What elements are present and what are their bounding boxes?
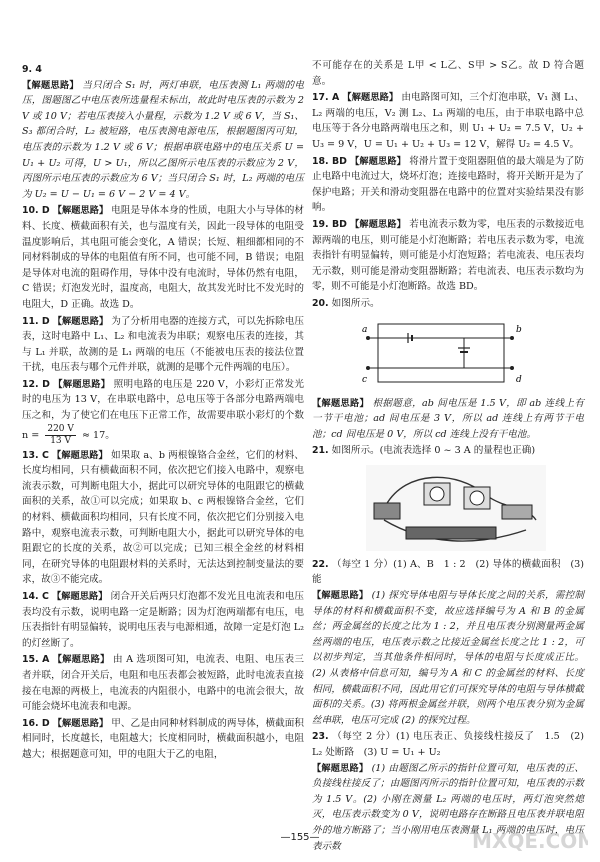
answer-text: 如图所示。(电流表选择 0 ~ 3 A 的量程也正确) — [331, 445, 536, 457]
answer-number: 16. D — [22, 717, 50, 729]
solution-text: 将滑片置于变阻器阻值的最大端是为了防止电路中电流过大，烧坏灯泡；连接电路时，将开关断开是为了保护电路；开关和滑动变阻器在电路中的位置对实验结果没有影响。 — [312, 155, 584, 214]
solution-text: 由 A 选项图可知，电流表、电阻、电压表三者并联，闭合开关后，电阻和电压表都会被短路，此时电流表直接接在电源的两极上，电流表的内阻很小，电路中的电流会很大，故可能会烧坏电流表和电源。 — [22, 654, 305, 713]
fraction — [45, 424, 76, 447]
answer-20 — [312, 296, 584, 442]
solution-tag: 【解题思路】 — [350, 218, 406, 230]
watermark-logo — [468, 810, 588, 856]
solution-tag: 【解题思路】 — [52, 717, 109, 729]
answer-10 — [22, 203, 304, 312]
solution-text: 根据题意，ab 间电压是 1.5 V，即 ab 连线上有一节干电池；ad 间电压是 3 V，所以 ad 连线上有两节干电池；cd 间电压是 0 V，所以 cd 连线上没有干电池。 — [312, 397, 584, 440]
answer-9 — [22, 62, 304, 202]
box-outline — [378, 324, 504, 382]
switch-icon — [374, 503, 400, 519]
rheostat-icon — [406, 527, 496, 539]
answer-16-continued — [312, 58, 584, 89]
answer-text: （每空 1 分）(1) A、B 1 : 2 (2) 导体的横截面积 (3) 能 — [312, 558, 584, 586]
solution-text: 不可能存在的关系是 L甲 < L乙、S甲 > S乙。故 D 符合题意。 — [312, 60, 584, 87]
terminal-a — [366, 336, 370, 340]
solution-text: 如果取 a、b 两根镍铬合金丝，它们的材料、长度均相同，只有横截面积不同，依次把它们接入电路中，观察电流表示数，可判断电阻大小，据此可以研究导体的电阻跟它的横截面积的关系，故①可以完成；如果取 b、c 两根镍铬合金丝，它们的材料、横截面积均相同，只有长度不同，依次把它们分别接入电路中，观察电流表示数，可判断电阻大小，据此可以研究导体的电阻跟它的长度的关系，故②可以完成；已知三根全金丝的材料相同，在研究导体的电阻跟材料的关系时，无法达到控制变量法的要求，故③不能完成。 — [22, 449, 304, 586]
fraction-numerator: 220 V — [47, 423, 74, 434]
solution-text: 电阻是导体本身的性质，电阻大小与导体的材料、长度、横截面积有关，也与温度有关，因此一段导体的电阻受温度影响后，其电阻可能会变化，A 错误；长短、粗细都相同的不同材料制成的导体的电阻值有所不同，也可能不同，B 错误；电阻是导体对电流的阻碍作用，导体中没有电流时，导体仍然有电阻，C 错误；灯泡发光时，温度高，电阻大，故其发光时比不发光时的电阻大，D 正确。故选 D。 — [22, 205, 304, 310]
answer-13 — [22, 448, 304, 588]
solution-tag: 【解题思路】 — [52, 205, 109, 217]
label-b: b — [516, 324, 522, 335]
answer-15 — [22, 652, 304, 714]
answer-number: 14. C — [22, 591, 49, 602]
solution-tag: 【解题思路】 — [52, 315, 109, 327]
answer-number: 21. — [312, 445, 329, 457]
solution-text: 闭合开关后两只灯泡都不发光且电流表和电压表均没有示数，说明电路一定是断路；因为灯泡两端都有电压，电压表指针有明显偏转，说明电压表与电源相通，故障一定是灯泡 L₂ 的灯丝断了。 — [22, 591, 304, 649]
solution-tag: 【解题思路】 — [52, 654, 110, 666]
answer-number: 11. D — [22, 315, 50, 327]
solution-tag: 【解题思路】 — [51, 591, 108, 602]
answer-number: 17. A — [312, 92, 340, 104]
answer-14 — [22, 589, 304, 651]
left-column — [22, 62, 304, 764]
answer-number: 19. BD — [312, 218, 347, 230]
page-number: —155— — [280, 832, 320, 843]
watermark-text: MXQE.COM — [472, 829, 588, 853]
solution-tag: 【解题思路】 — [312, 590, 369, 602]
answer-number: 15. A — [22, 654, 50, 666]
answer-number: 13. C — [22, 449, 49, 461]
terminal-c — [366, 366, 370, 370]
fraction-denominator: 13 V — [50, 435, 72, 446]
answer-22 — [312, 557, 584, 729]
solution-text-end: ≈ 17。 — [81, 429, 115, 441]
answer-number: 9. 4 — [22, 64, 42, 75]
answer-12 — [22, 377, 304, 447]
solution-text: 为了分析用电器的连接方式，可以先拆除电压表，这时电路中 L₁、L₂ 和电流表为串联；观察电压表的连接，其与 L₁ 并联，故测的是 L₁ 两端的电压（不能被电压表的接法位置干扰，电压表与哪个元件并联，就测的是哪个元件两端的电压）。 — [22, 315, 304, 374]
solution-text: (1) 由题图乙所示的指针位置可知，电压表的正、负接线柱接反了；由题图丙所示的指针位置可知，电压表的示数为 1.5 V。(2) 小刚在测量 L₂ 两端的电压时，两灯泡突然熄灭，电压表示数变为 0 V，说明电路存在断路且电压表并联电阻外的地方断路了；当小刚用电压表测量 L₁ 两端的电压时，电压表示数 — [312, 762, 584, 852]
answer-18 — [312, 154, 584, 216]
answer-number: 20. — [312, 297, 329, 309]
answer-17 — [312, 90, 584, 152]
circuit-photo-svg — [366, 465, 546, 551]
solution-tag: 【解题思路】 — [53, 378, 111, 390]
answer-number: 23. — [312, 731, 329, 743]
solution-text: 当只闭合 S₁ 时，两灯串联，电压表测 L₁ 两端的电压，图题图乙中电压表所选量程未标出，故此时电压表的示数为 2 V 或 10 V；若电压表接入小量程，示数为 1.2 V 或 6 V，当 S₁、S₃ 都闭合时，L₂ 被短路，电压表测电源电压，根据题图丙可知，电压表的示数为 1.2 V 或 6 V；根据串联电路中的电压关系 U = U₁ + U₂ 可得，U > U₁，所以乙图所示电压表的示数应为 2 V，丙图所示电压表的示数应为 6 V；当只闭合 S₁ 时，L₂ 两端的电压为 U₂ = U − U₁ = 6 V − 2 V = 4 V。 — [22, 79, 305, 200]
solution-tag: 【解题思路】 — [312, 762, 369, 774]
solution-tag: 【解题思路】 — [52, 449, 108, 461]
answer-text: （每空 2 分）(1) 电压表正、负接线柱接反了 1.5 (2) L₂ 处断路 (3) U = U₁ + U₂ — [312, 731, 584, 758]
answer-text: 如图所示。 — [331, 297, 380, 309]
battery-box-svg — [360, 318, 530, 390]
answer-number: 22. — [312, 558, 329, 570]
label-c: c — [362, 374, 368, 385]
solution-tag: 【解题思路】 — [312, 397, 370, 409]
solution-text: 若电流表示数为零，电压表的示数接近电源两端的电压，则可能是小灯泡断路；若电压表示数为零，电流表指针有明显偏转，则可能是小灯泡短路；若电流表、电压表均无示数，则可能是滑动变阻器断路；若电流表、电压表示数均为零，则不可能是小灯泡断路。故选 BD。 — [312, 218, 584, 293]
solution-text: 照明电路的电压是 220 V，小彩灯正常发光时的电压为 13 V，在串联电路中，总电压等于各部分电路两端电压之和，为了使它们在电压下正常工作，故需要串联小彩灯的个数 n = — [22, 378, 304, 441]
right-column — [312, 58, 584, 855]
answer-11 — [22, 314, 304, 376]
watermark-svg — [468, 810, 588, 856]
solution-text: (1) 探究导体电阻与导体长度之间的关系，需控制导体的材料和横截面积不变，故应选择编号为 A 和 B 的金属丝；两金属丝的长度之比为 1 : 2，并且电压表分别测量两金属丝两端的电压，电压表示数之比接近金属丝长度之比 1 : 2，可以初步判定，当其他条件相同时，导体的电阻与长度成正比。(2) 从表格中信息可知，编号为 A 和 C 的金属丝的材料、长度相同，横截面积不同，因此用它们可探究导体的电阻与导体横截面积的关系。(3) 将两根金属丝并联，则两个电压表分别为金属丝串联，电压可完成 (2) 的探究过程。 — [312, 590, 584, 726]
circuit-photo — [366, 465, 546, 551]
answer-21 — [312, 443, 584, 551]
battery-box-diagram — [360, 318, 530, 390]
solution-text: 甲、乙是由同种材料制成的两导体，横截面积相同时，长度越长，电阻越大；长度相同时，横截面积越小，电阻越大；根据题意可知，甲的电阻大于乙的电阻， — [22, 717, 304, 760]
answer-number: 12. D — [22, 378, 50, 390]
solution-text: 由电路图可知，三个灯泡串联，V₁ 测 L₁、L₂ 两端的电压，V₂ 测 L₂、L₃ 两端的电压，由于串联电路中总电压等于各分电路两端电压之和，则 U₁ + U₂ = 7.5 V，U₂ + U₃ = 9 V，U = U₁ + U₂ + U₃ = 12 V，解得 U₂ = 4.5 V。 — [312, 92, 584, 150]
label-a: a — [362, 324, 368, 335]
label-d: d — [516, 374, 522, 385]
answer-number: 10. D — [22, 205, 50, 217]
solution-tag: 【解题思路】 — [350, 155, 406, 167]
answer-number: 18. BD — [312, 155, 347, 167]
answer-16 — [22, 716, 304, 763]
solution-tag: 【解题思路】 — [342, 92, 399, 104]
answer-19 — [312, 217, 584, 295]
solution-tag: 【解题思路】 — [22, 79, 79, 91]
lamp-holder-icon — [502, 505, 532, 519]
